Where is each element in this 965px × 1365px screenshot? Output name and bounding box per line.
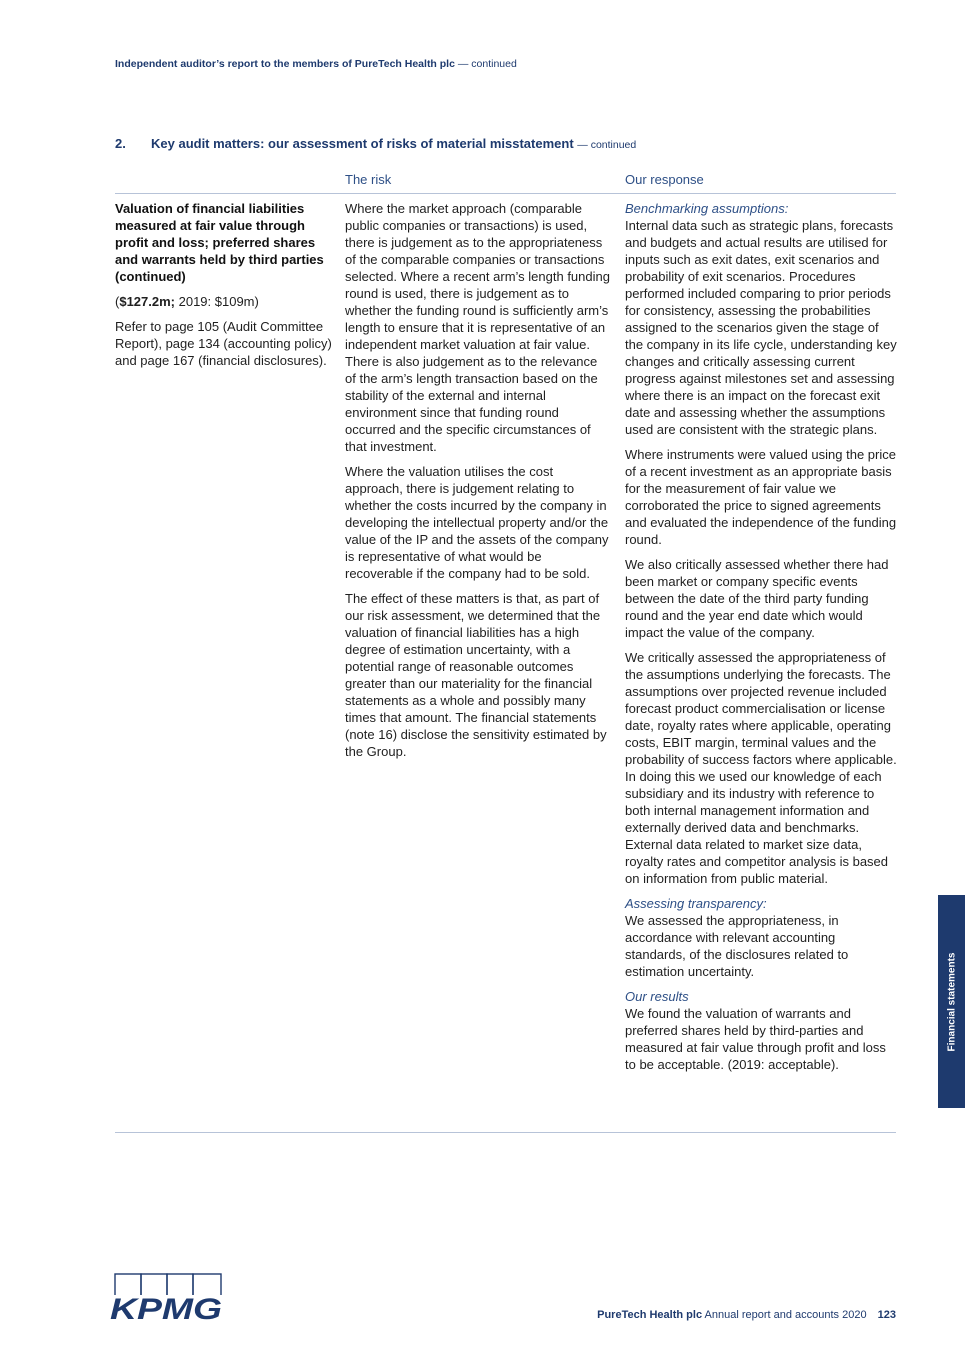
section-side-tab[interactable] bbox=[938, 895, 965, 1108]
column-header-risk: The risk bbox=[345, 172, 392, 187]
risk-paragraph-2: Where the valuation utilises the cost approach, there is judgement relating to whether the costs incurred by the company in developing the intellectual property and/or the value of the IP and the assets of the company is representative of what would be recoverable if the company had to be sold. bbox=[345, 464, 609, 581]
kpmg-logo bbox=[108, 1273, 226, 1323]
risk-column bbox=[345, 200, 610, 768]
results-heading: Our results bbox=[625, 989, 689, 1004]
response-paragraph-2: Where instruments were valued using the price of a recent investment as an appropriate basis for the measurement of fair value we corroborated the price to signed agreements and evaluated the independence of the funding round. bbox=[625, 447, 897, 547]
page-footer bbox=[597, 1309, 896, 1321]
section-title: Key audit matters: our assessment of risks of material misstatement bbox=[151, 136, 574, 151]
section-number: 2. bbox=[115, 136, 126, 151]
footer-company: PureTech Health plc bbox=[597, 1309, 703, 1321]
results-block bbox=[625, 988, 897, 1073]
transparency-block bbox=[625, 895, 897, 980]
footer-report: Annual report and accounts 2020 bbox=[704, 1309, 867, 1321]
side-tab-label: Financial statements bbox=[946, 952, 957, 1051]
amount-value: $127.2m; bbox=[119, 294, 175, 309]
running-header-continued: — continued bbox=[457, 58, 517, 70]
amount-prior-year: 2019: $109m) bbox=[175, 294, 259, 309]
amount-open: ( bbox=[115, 294, 120, 309]
column-header-response: Our response bbox=[625, 172, 704, 187]
transparency-heading: Assessing transparency: bbox=[625, 896, 767, 911]
matter-amount bbox=[115, 293, 337, 310]
benchmark-heading: Benchmarking assumptions: bbox=[625, 201, 789, 216]
matter-title: Valuation of financial liabilities measured at fair value through profit and loss; preferred shares and warrants held by third parties (continued) bbox=[115, 201, 324, 284]
matter-reference: Refer to page 105 (Audit Committee Report), page 134 (accounting policy) and page 167 (financial disclosures). bbox=[115, 319, 332, 368]
response-paragraph-4: We critically assessed the appropriateness of the assumptions underlying the forecasts. The assumptions over projected revenue included forecast product commercialisation or license date, royalty rates where applicable, operating costs, EBIT margin, terminal values and the probability of success factors where applicable. In doing this we used our knowledge of each subsidiary and its industry with reference to both internal management information and externally derived data and benchmarks. External data related to market size data, royalty rates and competitor analysis is based on information from public material. bbox=[625, 650, 897, 886]
running-header-title: Independent auditor’s report to the members of PureTech Health plc bbox=[115, 58, 455, 70]
table-bottom-divider bbox=[115, 1132, 896, 1133]
risk-paragraph-3: The effect of these matters is that, as part of our risk assessment, we determined that the valuation of financial liabilities has a high degree of estimation uncertainty, with a potential range of reasonable outcomes greater than our materiality for the financial statements as a whole and possibly many times that amount. The financial statements (note 16) disclose the sensitivity estimated by the Group. bbox=[345, 591, 607, 759]
section-continued: — continued bbox=[577, 139, 637, 151]
risk-paragraph-1: Where the market approach (comparable public companies or transactions) is used, there is judgement as to the appropriateness of the comparable companies or transactions selected. Where a recent arm’s length funding round is used, there is judgement as to whether the funding round is sufficiently arm’s length to ensure that it is representative of an independent market valuation at fair value. There is also judgement as to the relevance of the arm’s length transaction based on the stability of the external and internal environment since that funding round occurred and the specific circumstances of that investment. bbox=[345, 201, 610, 454]
response-paragraph-3: We also critically assessed whether there had been market or company specific events between the date of the third party funding round and the year end date which would impact the value of the company. bbox=[625, 557, 889, 640]
benchmark-block bbox=[625, 200, 897, 438]
page-number: 123 bbox=[877, 1309, 896, 1321]
response-column bbox=[625, 200, 897, 1081]
transparency-text: We assessed the appropriateness, in accordance with relevant accounting standards, of the disclosures related to estimation uncertainty. bbox=[625, 913, 849, 979]
matter-column bbox=[115, 200, 337, 377]
table-top-divider bbox=[115, 193, 896, 194]
running-header bbox=[115, 58, 517, 70]
results-text: We found the valuation of warrants and preferred shares held by third-parties and measured at fair value through profit and loss to be acceptable. (2019: acceptable). bbox=[625, 1006, 886, 1072]
section-heading bbox=[115, 136, 636, 151]
svg-text:KPMG: KPMG bbox=[110, 1293, 222, 1323]
benchmark-text: Internal data such as strategic plans, forecasts and budgets and actual results are utilised for inputs such as exit dates, exit scenarios and probability of exit scenarios. Procedures performed included comparing to prior periods for consistency, assessing the probabilities assigned to the scenarios given the stage of the company in its life cycle, understanding key changes and critically assessing current progress against milestones set and assessing where there is an impact on the forecast exit date and assessing whether the assumptions used are consistent with the strategic plans. bbox=[625, 218, 897, 437]
